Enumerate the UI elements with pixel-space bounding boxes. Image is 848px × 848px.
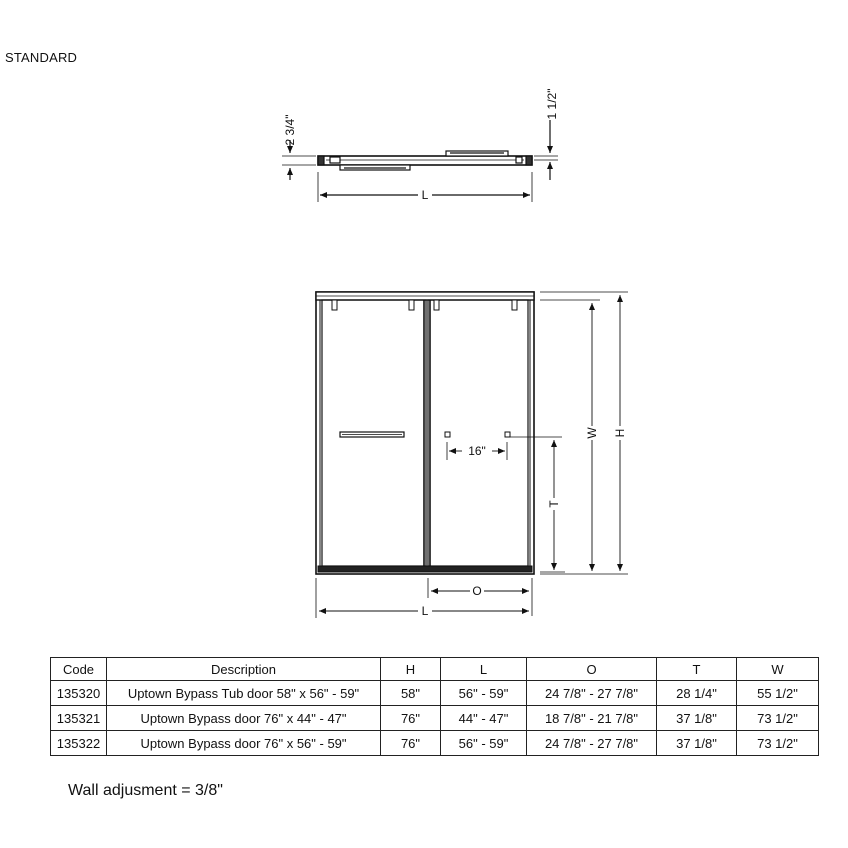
header-w: W [737, 658, 819, 681]
cell-t: 37 1/8" [657, 706, 737, 731]
front-view-dim-l: L [421, 604, 429, 618]
header-description: Description [107, 658, 381, 681]
cell-o: 24 7/8" - 27 7/8" [527, 681, 657, 706]
cell-h: 76" [381, 706, 441, 731]
spec-table [50, 657, 819, 756]
front-view-handle-spacing: 16" [468, 444, 486, 458]
front-view-panel-right [428, 300, 528, 566]
header-t: T [657, 658, 737, 681]
front-view-knob-right [505, 432, 510, 437]
cell-h: 76" [381, 731, 441, 756]
cell-l: 44" - 47" [441, 706, 527, 731]
spec-table-header-row [51, 658, 819, 681]
front-view-dim-t: T [547, 500, 561, 508]
cell-w: 55 1/2" [737, 681, 819, 706]
header-o: O [527, 658, 657, 681]
cell-l: 56" - 59" [441, 681, 527, 706]
front-view-dim-h: H [613, 428, 627, 438]
cell-l: 56" - 59" [441, 731, 527, 756]
front-view-dim-o: O [472, 584, 482, 598]
cell-w: 73 1/2" [737, 706, 819, 731]
header-code: Code [51, 658, 107, 681]
top-view-dim-height-right: 1 1/2" [545, 88, 559, 120]
cell-t: 37 1/8" [657, 731, 737, 756]
cell-description: Uptown Bypass door 76" x 44" - 47" [107, 706, 381, 731]
cell-o: 24 7/8" - 27 7/8" [527, 731, 657, 756]
top-view-end-right [526, 156, 532, 165]
top-view [282, 120, 558, 202]
cell-code: 135321 [51, 706, 107, 731]
front-view-dim-w: W [585, 427, 599, 439]
cell-description: Uptown Bypass door 76" x 56" - 59" [107, 731, 381, 756]
wall-adjustment-note: Wall adjusment = 3/8" [68, 782, 223, 799]
top-view-end-left [318, 156, 324, 165]
cell-code: 135320 [51, 681, 107, 706]
cell-t: 28 1/4" [657, 681, 737, 706]
front-view-knob-left [445, 432, 450, 437]
front-view-bottom-rail [318, 566, 532, 572]
cell-h: 58" [381, 681, 441, 706]
cell-description: Uptown Bypass Tub door 58" x 56" - 59" [107, 681, 381, 706]
header-l: L [441, 658, 527, 681]
top-view-dim-height-left: 2 3/4" [283, 114, 297, 146]
table-row [51, 681, 819, 706]
table-row [51, 706, 819, 731]
top-view-track [318, 156, 532, 165]
header-h: H [381, 658, 441, 681]
cell-code: 135322 [51, 731, 107, 756]
cell-w: 73 1/2" [737, 731, 819, 756]
cell-o: 18 7/8" - 21 7/8" [527, 706, 657, 731]
top-view-dim-length: L [421, 188, 429, 202]
page-heading: STANDARD [5, 50, 78, 65]
table-row [51, 731, 819, 756]
